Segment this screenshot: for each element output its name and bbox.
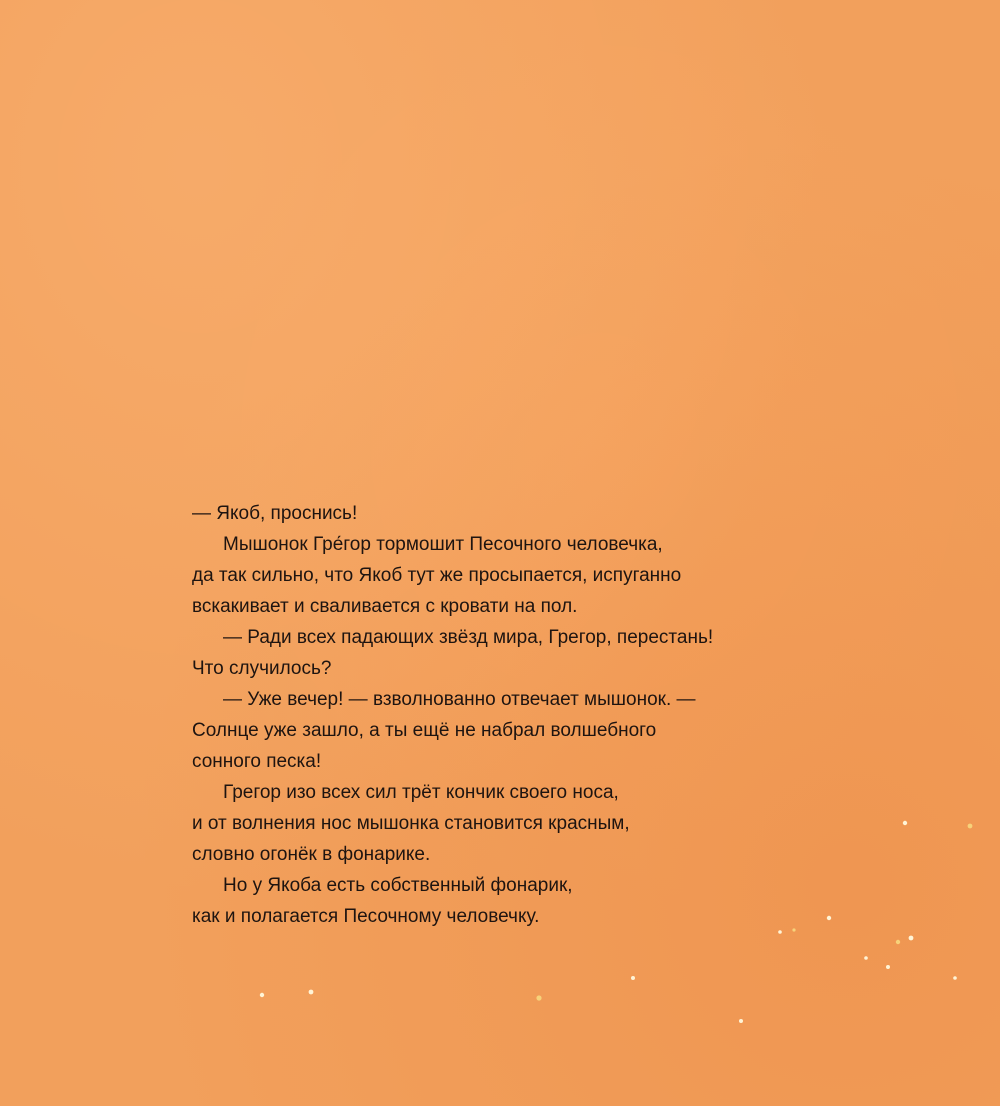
sand-grain bbox=[260, 993, 264, 997]
sand-grain bbox=[886, 965, 890, 969]
story-line-6: Что случилось? bbox=[192, 658, 332, 679]
story-line-2: Мышонок Гре́гор тормошит Песочного человечка, bbox=[223, 534, 663, 555]
sand-grain bbox=[953, 976, 957, 980]
story-line-12: словно огонёк в фонарике. bbox=[192, 844, 431, 865]
story-line-7: — Уже вечер! — взволнованно отвечает мышонок. — bbox=[223, 689, 696, 710]
story-line-1: — Якоб, проснись! bbox=[192, 503, 358, 524]
story-line-10: Грегор изо всех сил трёт кончик своего носа, bbox=[223, 782, 619, 803]
story-line-9: сонного песка! bbox=[192, 751, 322, 772]
story-line-14: как и полагается Песочному человечку. bbox=[192, 906, 540, 927]
sand-grain bbox=[536, 995, 541, 1000]
story-line-8: Солнце уже зашло, а ты ещё не набрал волшебного bbox=[192, 720, 657, 741]
sand-grain bbox=[909, 936, 914, 941]
sand-grain bbox=[739, 1019, 743, 1023]
sand-grain bbox=[903, 821, 907, 825]
story-text bbox=[192, 498, 832, 932]
sand-grain bbox=[968, 824, 973, 829]
sand-grain bbox=[864, 956, 868, 960]
sand-grain bbox=[631, 976, 635, 980]
story-line-11: и от волнения нос мышонка становится красным, bbox=[192, 813, 630, 834]
story-line-3: да так сильно, что Якоб тут же просыпается, испуганно bbox=[192, 565, 682, 586]
story-line-5: — Ради всех падающих звёзд мира, Грегор, перестань! bbox=[223, 627, 714, 648]
story-line-4: вскакивает и сваливается с кровати на пол. bbox=[192, 596, 578, 617]
sand-grain bbox=[896, 940, 900, 944]
story-line-13: Но у Якоба есть собственный фонарик, bbox=[223, 875, 573, 896]
sand-grain bbox=[309, 990, 314, 995]
